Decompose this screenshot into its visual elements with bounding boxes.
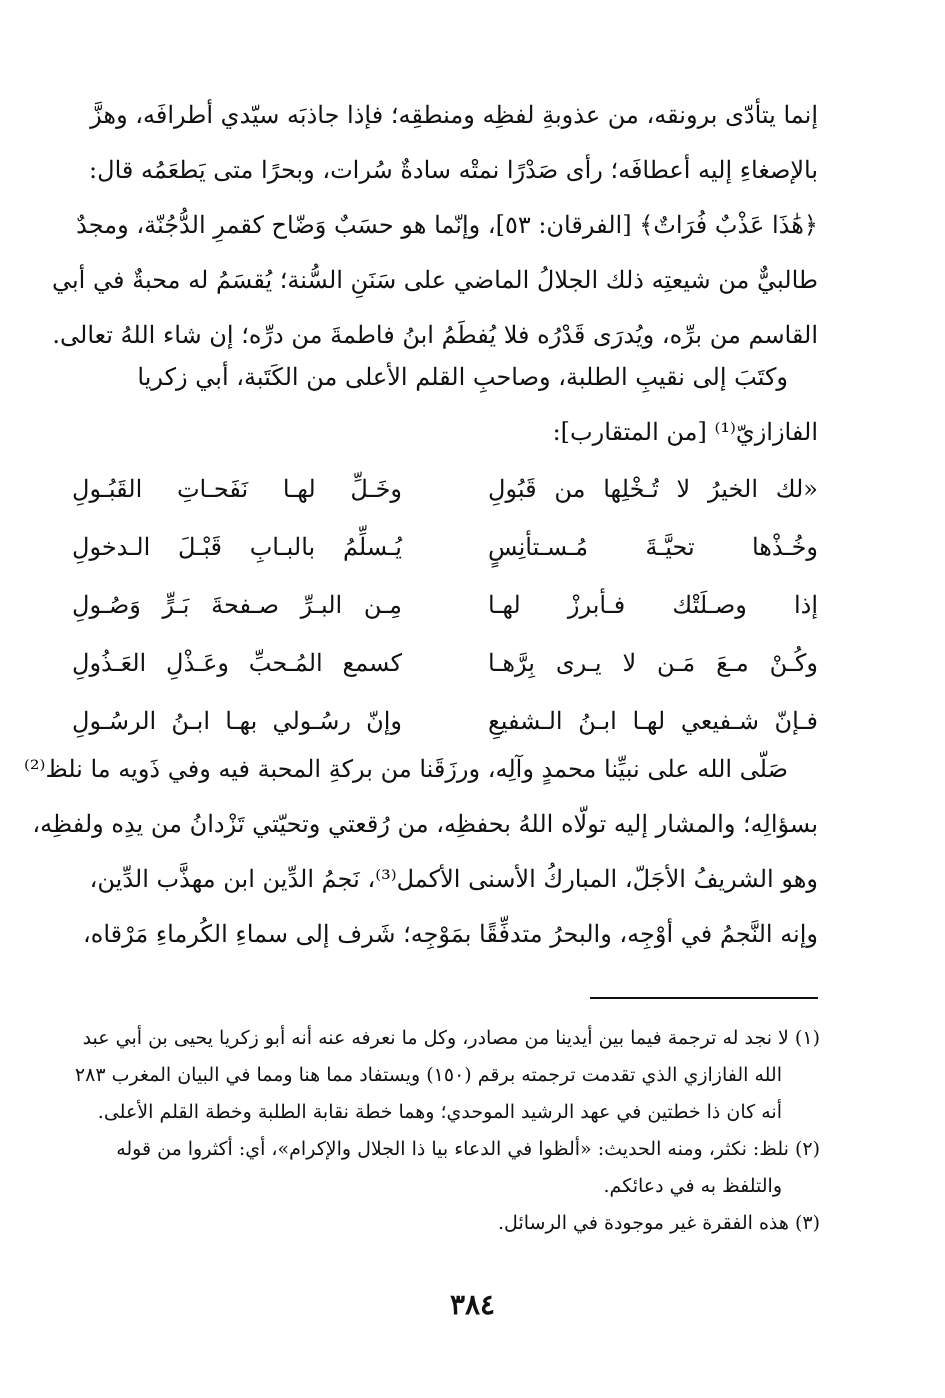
verse-first-hemistich: وكُـنْ مـعَ مَـن لا يـرى بِرَّهـا xyxy=(488,649,818,677)
paragraph-line: وهو الشريفُ الأجَلّ، المباركُ الأسنى الأكمل⁽³⁾، نَجمُ الدِّين ابن مهذَّب الدِّين، xyxy=(89,865,818,893)
footnote-separator xyxy=(590,997,818,999)
verse-line xyxy=(72,634,818,692)
verse-second-hemistich: يُـسلِّمُ بالبـابِ قَبْـلَ الـدخولِ xyxy=(72,533,402,561)
paragraph-1 xyxy=(51,88,818,363)
paragraph-line: القاسم من برِّه، ويُدرَى قَدْرُه فلا يُفطَمُ ابنُ فاطمةَ من درِّه؛ إن شاء اللهُ تعالى. xyxy=(52,321,818,349)
poem xyxy=(72,460,818,750)
footnote-line: والتلفظ به في دعائكم. xyxy=(603,1175,782,1197)
paragraph-line: الفازازيّ⁽¹⁾ [من المتقارب]: xyxy=(552,418,818,446)
footnotes xyxy=(74,1020,820,1242)
verse-second-hemistich: وخَـلِّ لهـا نَفَحـاتِ القَبُـولِ xyxy=(72,475,402,503)
verse-first-hemistich: وخُـذْها تحيَّـةَ مُـسـتأنِسٍ xyxy=(488,533,818,561)
paragraph-3 xyxy=(24,742,818,962)
paragraph-line: صَلّى الله على نبيِّنا محمدٍ وآلِه، ورزَقَنا من بركةِ المحبة فيه وفي ذَويه ما نلظ⁽²⁾ xyxy=(24,755,788,783)
paragraph-line: بسؤالِه؛ والمشار إليه تولّاه اللهُ بحفظِه، من رُقعتي وتحيّتي تَزْدانُ من يدِه ولفظِه، xyxy=(32,810,818,838)
footnote-2 xyxy=(80,1131,820,1205)
paragraph-line: بالإصغاءِ إليه أعطافَه؛ رأى صَدْرًا نمتْه سادةٌ سُرات، وبحرًا متى يَطعَمُه قال: xyxy=(89,156,818,184)
verse-second-hemistich: مِـن البـرِّ صـفحةَ بَـرٍّ وَصُـولِ xyxy=(72,591,402,619)
verse-line xyxy=(72,460,818,518)
footnote-line: (٣) هذه الفقرة غير موجودة في الرسائل. xyxy=(498,1212,820,1234)
footnote-line: (١) لا نجد له ترجمة فيما بين أيدينا من مصادر، وكل ما نعرفه عنه أنه أبو زكريا يحيى بن أبي عبد xyxy=(82,1027,820,1049)
verse-second-hemistich: كسمع المُـحبِّ وعَـذْلِ العَـذُولِ xyxy=(72,649,402,677)
paragraph-line: وإنه النَّجمُ في أوْجِه، والبحرُ متدفِّقًا بمَوْجِه؛ شَرف إلى سماءِ الكُرماءِ مَرْقاه، xyxy=(83,920,818,948)
paragraph-line: وكتَبَ إلى نقيبِ الطلبة، وصاحبِ القلم الأعلى من الكَتَبة، أبي زكريا xyxy=(137,363,788,391)
footnote-line: (٢) نلظ: نكثر، ومنه الحديث: «ألظوا في الدعاء بيا ذا الجلال والإكرام»، أي: أكثروا من قوله xyxy=(116,1138,820,1160)
paragraph-line: إنما يتأدّى برونقه، من عذوبةِ لفظِه ومنطقِه؛ فإذا جاذبَه سيّدي أطرافَه، وهزَّ xyxy=(90,101,818,129)
page-number: ٣٨٤ xyxy=(449,1288,496,1321)
verse-line xyxy=(72,576,818,634)
verse-first-hemistich: فـإنّ شـفيعي لهـا ابـنُ الـشفيعِ xyxy=(488,707,818,735)
footnote-line: أنه كان ذا خطتين في عهد الرشيد الموحدي؛ وهما خطة نقابة الطلبة وخطة القلم الأعلى. xyxy=(97,1101,782,1123)
paragraph-line: ﴿هَٰذَا عَذْبٌ فُرَاتٌ﴾ [الفرقان: ٥٣]، وإنّما هو حسَبٌ وَضّاح كقمرِ الدُّجُنّة، ومجدٌ xyxy=(76,211,818,239)
verse-line xyxy=(72,518,818,576)
verse-first-hemistich: «لك الخيرُ لا تُـخْلِها من قَبُولِ xyxy=(488,475,818,503)
footnote-1 xyxy=(74,1020,820,1131)
footnote-3 xyxy=(80,1205,820,1242)
verse-first-hemistich: إذا وصـلَتْك فـأبرزْ لهـا xyxy=(488,591,818,619)
paragraph-line: طالبيٌّ من شيعتِه ذلك الجلالُ الماضي على سَنَنِ السُّنة؛ يُقسَمُ له محبةٌ في أبي xyxy=(51,266,818,294)
verse-second-hemistich: وإنّ رسُـولي بهـا ابـنُ الرسُـولِ xyxy=(72,707,402,735)
paragraph-2 xyxy=(72,350,818,460)
footnote-line: الله الفازازي الذي تقدمت ترجمته برقم (١٥٠) ويستفاد مما هنا ومما في البيان المغرب ٢٨٣ xyxy=(74,1064,782,1086)
